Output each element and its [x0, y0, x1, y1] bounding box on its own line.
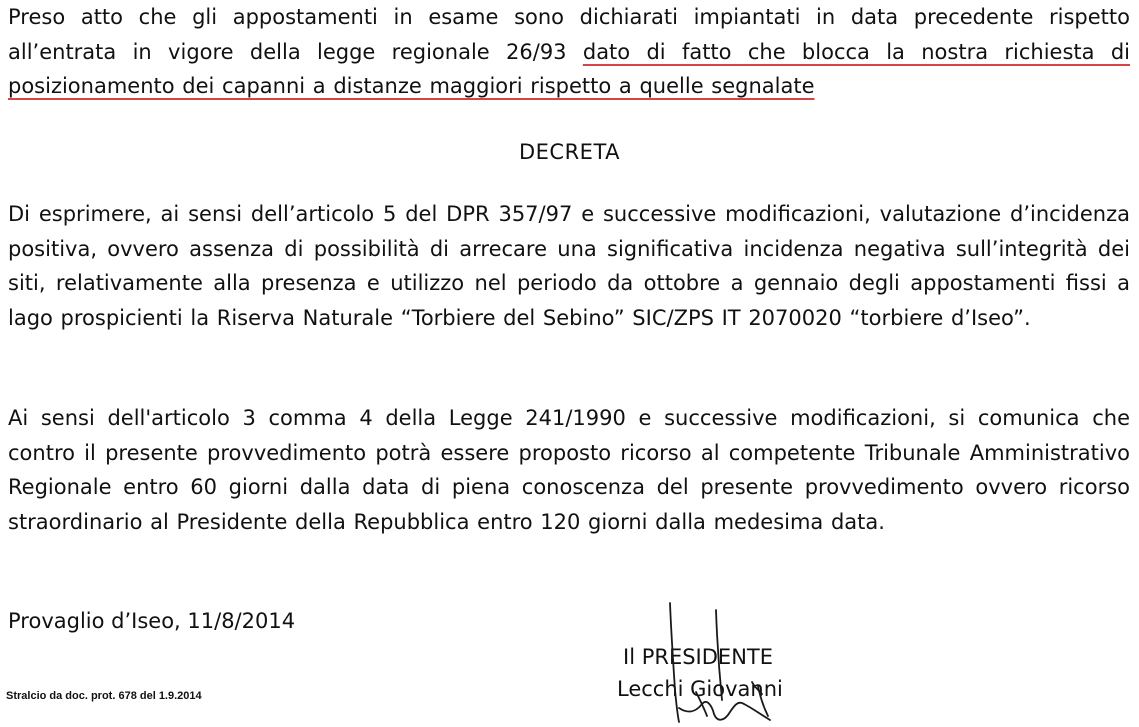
paragraph-preamble-text: Preso atto che gli appostamenti in esame sono dichiarati impiantati in data precedente rispetto all’entrata in vigore della legge regionale 26/93: [8, 5, 1130, 64]
highlighted-statement: dato di fatto che blocca la nostra richiesta di posizionamento dei capanni a distanze maggiori rispetto a quelle segnalate: [8, 39, 1130, 98]
place-and-date: Provaglio d’Iseo, 11/8/2014: [8, 609, 296, 633]
paragraph-appeal-notice: Ai sensi dell'articolo 3 comma 4 della Legge 241/1990 e successive modificazioni, si comunica che contro il presente provvedimento potrà essere proposto ricorso al competente Tribunale Amministrativo Regionale entro 60 giorni dalla data di piena conoscenza del presente provvedimento ovvero ricorso straordinario al Presidente della Repubblica entro 120 giorni dalla medesima data.: [8, 406, 1130, 534]
signatory-title: Il PRESIDENTE: [623, 645, 773, 669]
signatory-name: Lecchi Giovanni: [617, 677, 783, 701]
paragraph-decree: Di esprimere, ai sensi dell’articolo 5 del DPR 357/97 e successive modificazioni, valutazione d’incidenza positiva, ovvero assenza di possibilità di arrecare una significativa incidenza negativa sull’integrità dei siti, relativamente alla presenza e utilizzo nel periodo da ottobre a gennaio degli appostamenti fissi a lago prospicienti la Riserva Naturale “Torbiere del Sebino” SIC/ZPS IT 2070020 “torbiere d’Iseo”.: [8, 202, 1130, 330]
decree-heading: DECRETA: [518, 140, 621, 164]
footer-note: Stralcio da doc. prot. 678 del 1.9.2014: [6, 690, 202, 702]
paragraph-preamble: [8, 0, 1130, 104]
